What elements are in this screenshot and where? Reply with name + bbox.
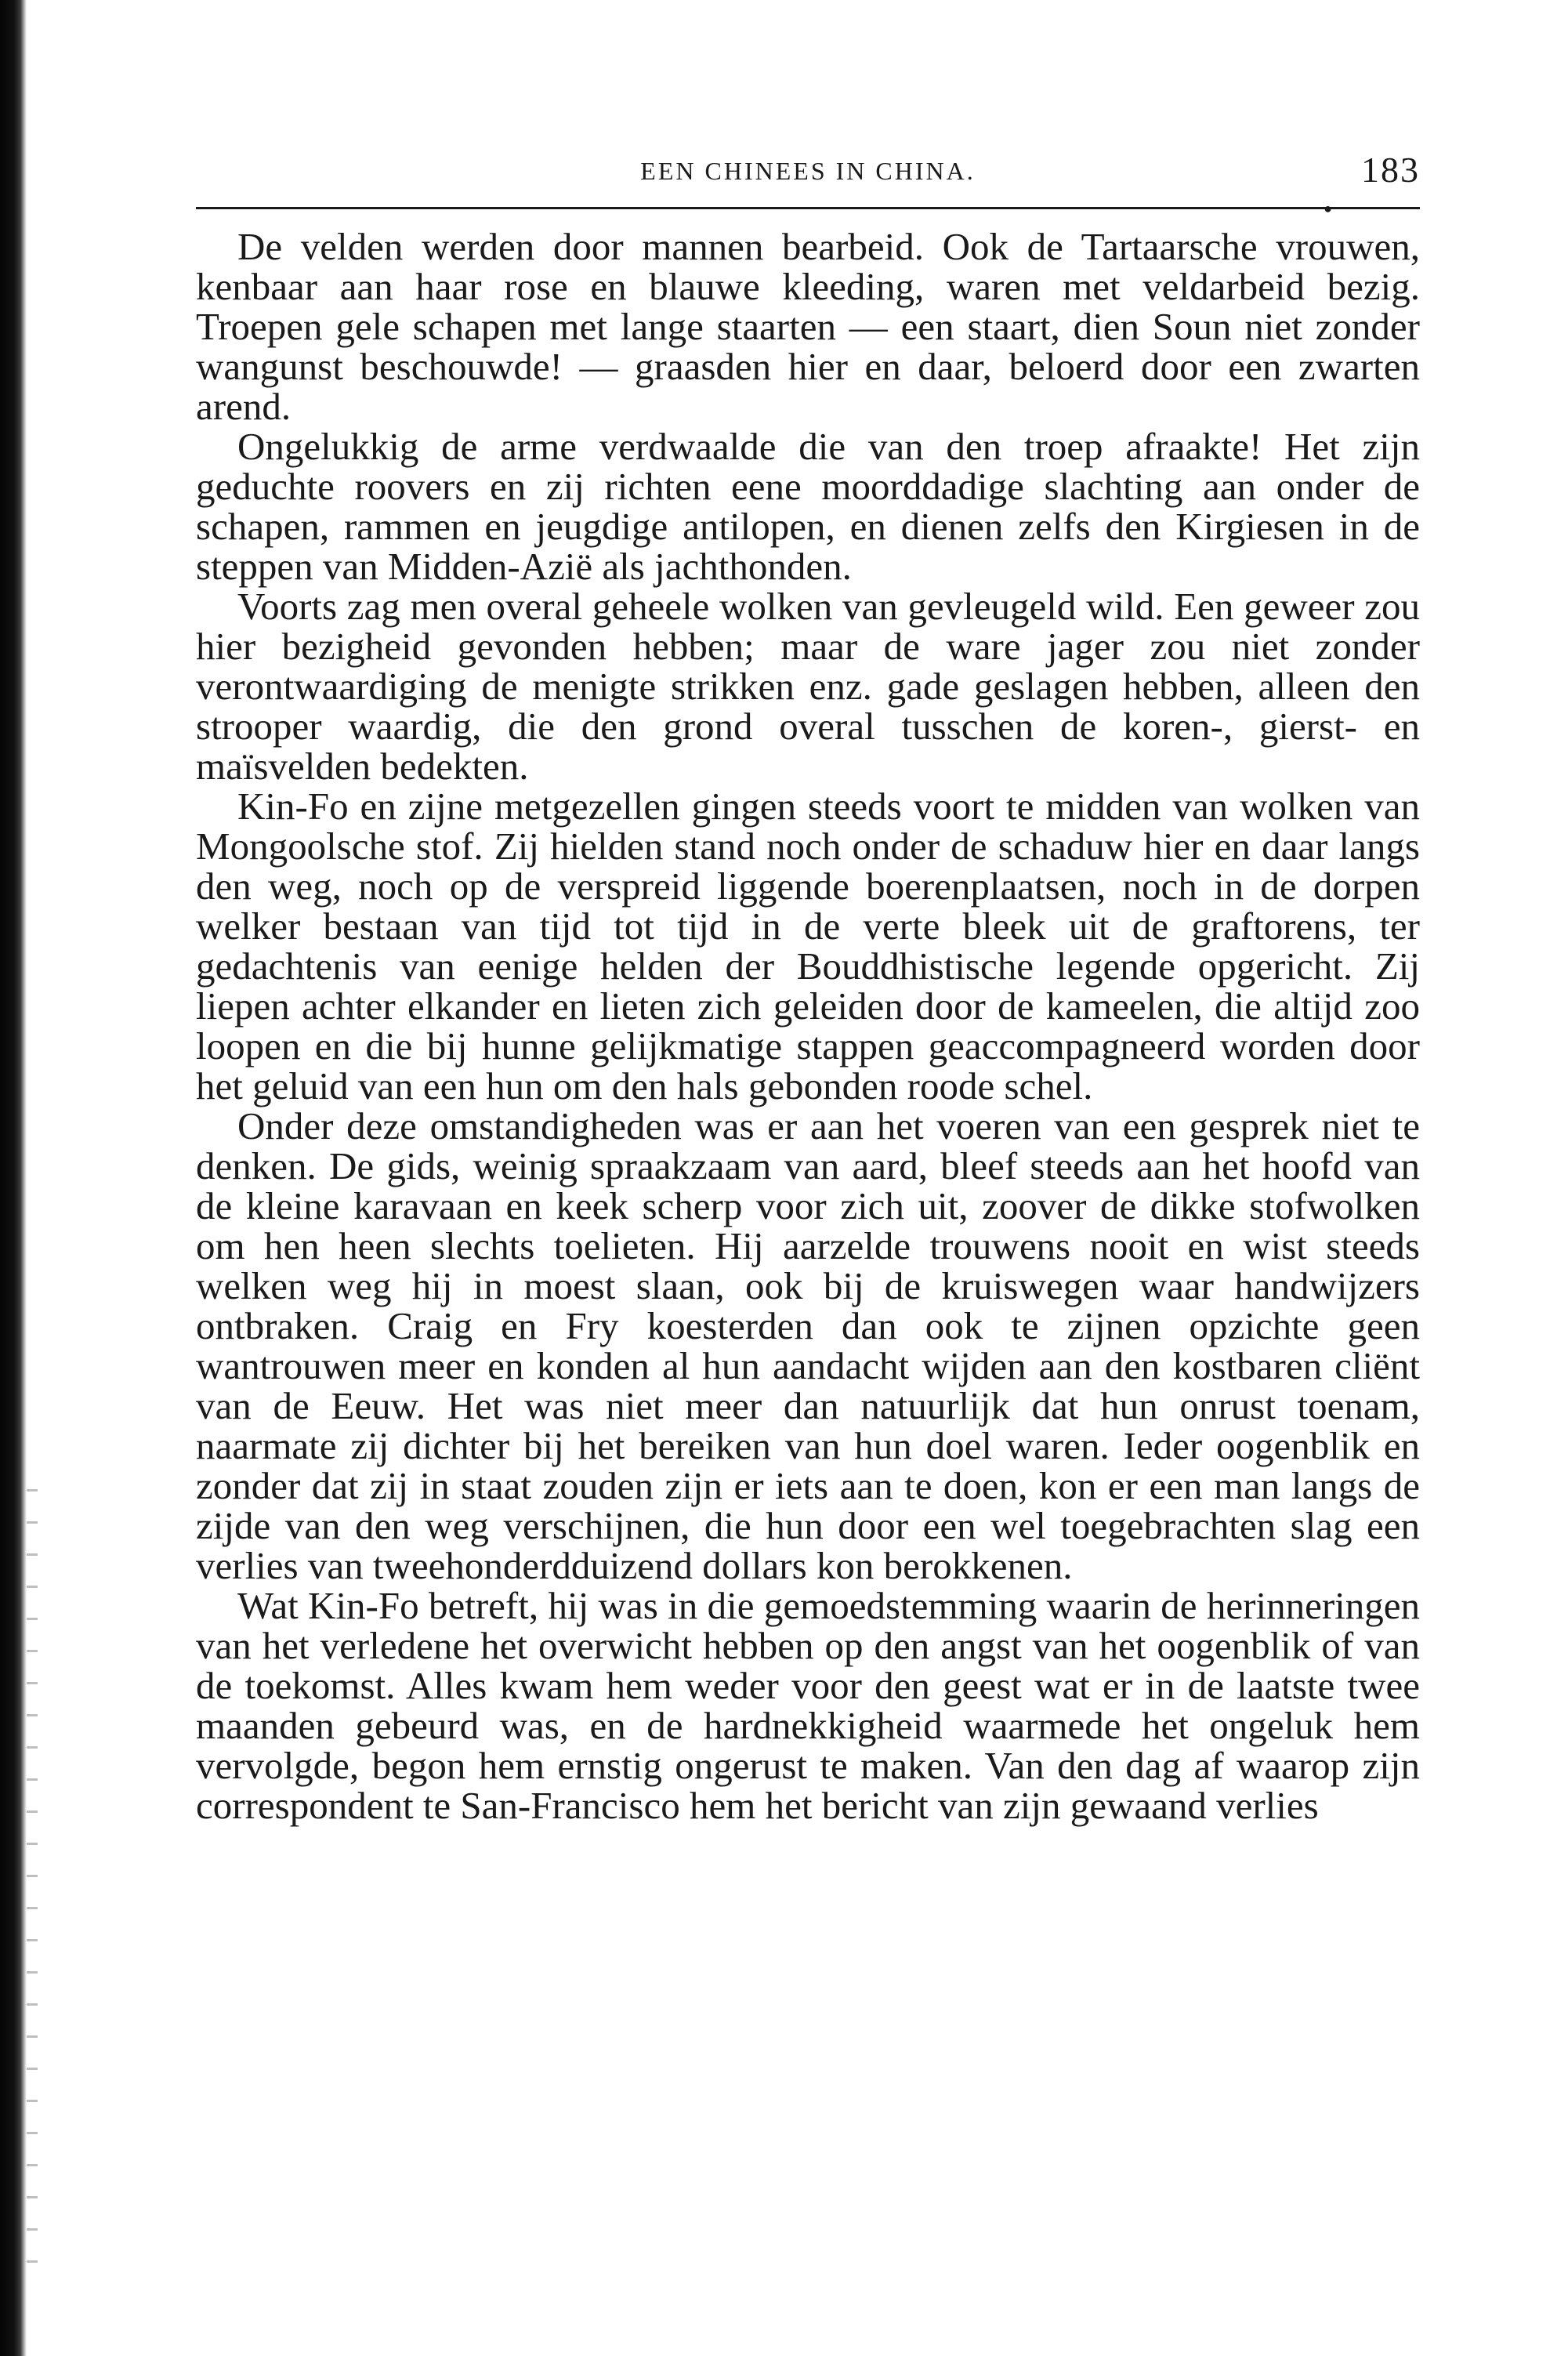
paragraph: De velden werden door mannen bearbeid. Ook de Tartaarsche vrouwen, kenbaar aan haar rose en blauwe kleeding, waren met veldarbeid bezig. Troepen gele schapen met lange staarten — een staart, dien Soun niet zonder wangunst beschouwde! — graasden hier en daar, beloerd door een zwarten arend.: [196, 225, 1420, 428]
running-head: [196, 140, 1420, 194]
running-title: EEN CHINEES IN CHINA.: [640, 157, 976, 185]
paragraph: Ongelukkig de arme verdwaalde die van den troep afraakte! Het zijn geduchte roovers en zij richten eene moorddadige slachting aan onder de schapen, rammen en jeugdige antilopen, en dienen zelfs den Kirgiesen in de steppen van Midden-Azië als jachthonden.: [196, 425, 1420, 588]
body-text: [196, 227, 1420, 1825]
paragraph: Wat Kin-Fo betreft, hij was in die gemoedstemming waarin de herinneringen van het verledene het overwicht hebben op den angst van het oogenblik of van de toekomst. Alles kwam hem weder voor den geest wat er in de laatste twee maanden gebeurd was, en de hardnekkigheid waarmede het ongeluk hem vervolgde, begon hem ernstig ongerust te maken. Van den dag af waarop zijn correspondent te San-Francisco hem het bericht van zijn gewaand verlies: [196, 1584, 1420, 1827]
page-number: 183: [1361, 150, 1420, 190]
book-page: [196, 140, 1420, 1825]
paragraph: Voorts zag men overal geheele wolken van gevleugeld wild. Een geweer zou hier bezigheid gevonden hebben; maar de ware jager zou niet zonder verontwaardiging de menigte strikken enz. gade geslagen hebben, alleen den strooper waardig, die den grond overal tusschen de koren-, gierst- en maïsvelden bedekten.: [196, 585, 1420, 788]
paragraph: Kin-Fo en zijne metgezellen gingen steeds voort te midden van wolken van Mongoolsche stof. Zij hielden stand noch onder de schaduw hier en daar langs den weg, noch op de verspreid liggende boerenplaatsen, noch in de dorpen welker bestaan van tijd tot tijd in de verte bleek uit de graftorens, ter gedachtenis van eenige helden der Bouddhistische legende opgericht. Zij liepen achter elkander en lieten zich geleiden door de kameelen, die altijd zoo loopen en die bij hunne gelijkmatige stappen geaccompagneerd worden door het geluid van een hun om den hals gebonden roode schel.: [196, 785, 1420, 1107]
scan-edge-specks: [27, 1489, 38, 2273]
header-rule: [196, 201, 1420, 216]
scan-binding-edge: [0, 0, 27, 2356]
rule-ornament-mark: ●: [1324, 201, 1332, 216]
paragraph: Onder deze omstandigheden was er aan het voeren van een gesprek niet te denken. De gids, weinig spraakzaam van aard, bleef steeds aan het hoofd van de kleine karavaan en keek scherp voor zich uit, zoover de dikke stofwolken om hen heen slechts toelieten. Hij aarzelde trouwens nooit en wist steeds welken weg hij in moest slaan, ook bij de kruiswegen waar handwijzers ontbraken. Craig en Fry koesterden dan ook te zijnen opzichte geen wantrouwen meer en konden al hun aandacht wijden aan den kostbaren cliënt van de Eeuw. Het was niet meer dan natuurlijk dat hun onrust toenam, naarmate zij dichter bij het bereiken van hun doel waren. Ieder oogenblik en zonder dat zij in staat zouden zijn er iets aan te doen, kon er een man langs de zijde van den weg verschijnen, die hun door een wel toegebrachten slag een verlies van tweehonderdduizend dollars kon berokkenen.: [196, 1104, 1420, 1587]
